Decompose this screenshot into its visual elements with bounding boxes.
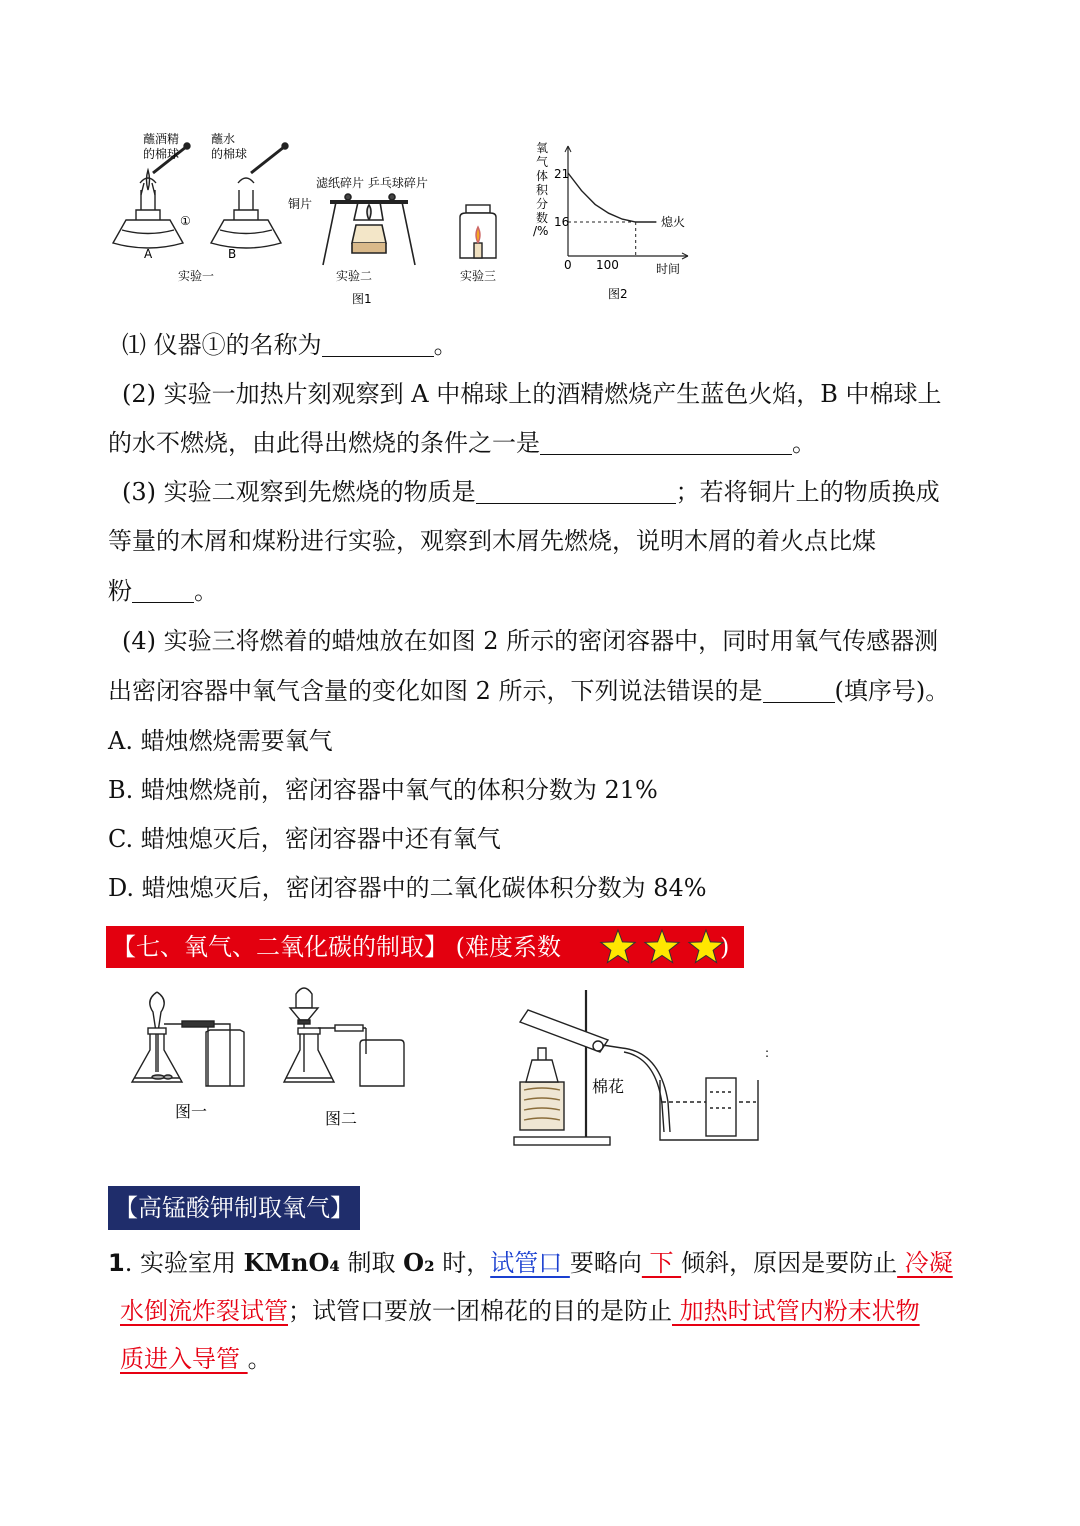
oxygen-point	[608, 213, 609, 214]
option-b: B. 蜡烛燃烧前，密闭容器中氧气的体积分数为 21%	[108, 776, 658, 804]
q4-blank[interactable]	[763, 676, 835, 703]
answer-reason1-part1: 冷凝	[897, 1249, 953, 1277]
apparatus-kmno4-heating	[514, 990, 758, 1145]
fig2-ytick-21: 21	[554, 167, 570, 181]
kmno4-line3	[120, 1342, 1000, 1376]
sealed-jar-candle	[460, 205, 496, 258]
o2-formula: O₂	[403, 1248, 435, 1277]
cotton-label: 棉花	[592, 1077, 625, 1096]
figure-gas-preparation	[120, 982, 780, 1152]
q3-blank-1[interactable]	[476, 477, 676, 504]
star-icon	[689, 930, 723, 963]
label-b: B	[228, 247, 237, 261]
fig2-xlabel: 时间	[656, 262, 681, 276]
option-d: D. 蜡烛熄灭后，密闭容器中的二氧化碳体积分数为 84%	[108, 874, 707, 902]
fig2-xtick-100: 100	[596, 258, 619, 272]
section7-close: )	[720, 933, 730, 961]
kmno4-title: 【高锰酸钾制取氧气】	[114, 1194, 354, 1222]
kmno4-line2	[120, 1294, 1000, 1328]
star-icon	[645, 930, 679, 963]
kmno4-end: 。	[247, 1345, 272, 1373]
q3-text-b: ；若将铜片上的物质换成	[675, 478, 940, 506]
figure-2-oxygen-chart	[528, 138, 698, 303]
exp1-label: 实验一	[178, 269, 215, 283]
oxygen-point	[581, 190, 582, 191]
apparatus-fig-one	[132, 992, 244, 1086]
oxygen-point	[622, 218, 623, 219]
answer-reason2-part2: 质进入导管	[120, 1345, 248, 1373]
q3-blank-2[interactable]	[132, 576, 194, 603]
fig2-xtick-0: 0	[564, 258, 572, 272]
oxygen-curve	[568, 173, 656, 222]
fig2-ylabel-2: 气	[536, 155, 549, 169]
label-copper: 铜片	[288, 197, 313, 211]
question-4-line1: (4) 实验三将燃着的蜡烛放在如图 2 所示的密闭容器中，同时用氧气传感器测	[122, 627, 939, 655]
label-a: A	[144, 247, 153, 261]
exp3-label: 实验三	[460, 269, 497, 283]
oxygen-point	[594, 204, 595, 205]
q4-end: (填序号)。	[834, 677, 950, 705]
fig2-ylabel-3: 体	[536, 169, 549, 183]
kmno4-text-d: 要略向	[569, 1249, 642, 1277]
q2-blank[interactable]	[540, 428, 792, 455]
kmno4-line1	[108, 1246, 988, 1280]
fig2-ylabel-4: 积	[536, 183, 549, 197]
answer-reason2-part1: 加热时试管内粉末状物	[672, 1297, 920, 1325]
kmno4-text-e: 倾斜，原因是要防止	[681, 1249, 898, 1277]
q3-end: 。	[194, 577, 218, 605]
label-a-reagent-1: 蘸酒精	[143, 132, 180, 146]
tripod-copper-plate	[323, 194, 415, 265]
q3-text-c: 粉	[108, 577, 132, 605]
oxygen-point	[655, 221, 656, 222]
answer-down: 下	[641, 1249, 682, 1277]
q4-text: 出密闭容器中氧气含量的变化如图 2 所示，下列说法错误的是	[108, 677, 763, 705]
fig2-ylabel-6: 数	[536, 211, 549, 225]
figure-1-experiments	[108, 125, 548, 310]
answer-reason1-part2: 水倒流炸裂试管	[120, 1297, 288, 1325]
kmno4-text-a: . 实验室用	[124, 1249, 244, 1277]
q2-text: 的水不燃烧，由此得出燃烧的条件之一是	[108, 429, 540, 457]
option-c: C. 蜡烛熄灭后，密闭容器中还有氧气	[108, 825, 501, 853]
question-3-line1	[122, 475, 1002, 509]
answer-tube-mouth: 试管口	[490, 1249, 570, 1277]
circled-one-label: ①	[180, 214, 191, 228]
fig2-ylabel-5: 分	[536, 197, 549, 211]
stray-colon: :	[765, 1046, 770, 1060]
section7-title	[112, 930, 561, 964]
fig2-ylabel-7: /%	[533, 224, 549, 238]
label-paper-pingpong: 滤纸碎片 乒乓球碎片	[316, 176, 428, 190]
question-3-line2: 等量的木屑和煤粉进行实验，观察到木屑先燃烧，说明木屑的着火点比煤	[108, 527, 876, 555]
kmno4-text-b: 制取	[339, 1249, 404, 1277]
label-b-reagent-2: 的棉球	[211, 147, 248, 161]
fig-one-caption: 图一	[175, 1102, 208, 1121]
fig2-annotation: 熄火	[661, 215, 686, 229]
q1-end: 。	[433, 331, 458, 359]
kmno4-text-c: 时，	[434, 1249, 491, 1277]
star-icon	[601, 930, 635, 963]
q3-text-a: (3) 实验二观察到先燃烧的物质是	[122, 478, 476, 506]
question-1	[122, 328, 1002, 362]
apparatus-fig-two	[284, 988, 404, 1086]
kmno4-q-number: 1	[108, 1249, 125, 1277]
fig2-series	[567, 172, 656, 256]
label-b-reagent-1: 蘸水	[211, 132, 236, 146]
label-a-reagent-2: 的棉球	[143, 147, 180, 161]
fig2-ytick-16: 16	[554, 215, 570, 229]
question-2-line1: (2) 实验一加热片刻观察到 A 中棉球上的酒精燃烧产生蓝色火焰，B 中棉球上	[122, 380, 942, 408]
question-4-line2	[108, 674, 988, 708]
kmno4-formula: KMnO₄	[243, 1248, 340, 1277]
kmno4-text-f: ；试管口要放一团棉花的目的是防止	[288, 1297, 672, 1325]
section7-title-text: 【七、氧气、二氧化碳的制取】 (难度系数	[112, 933, 561, 961]
question-2-line2	[108, 426, 988, 460]
fig2-caption: 图2	[608, 287, 628, 301]
q1-blank[interactable]	[322, 330, 434, 357]
exp2-label: 实验二	[336, 269, 373, 283]
option-a: A. 蜡烛燃烧需要氧气	[108, 727, 333, 755]
fig-two-caption: 图二	[325, 1109, 358, 1128]
q1-text: ⑴ 仪器①的名称为	[122, 331, 322, 359]
fig2-ylabel-1: 氧	[536, 141, 549, 155]
question-3-line3	[108, 574, 988, 608]
fig1-caption: 图1	[352, 292, 372, 306]
q2-end: 。	[792, 429, 816, 457]
